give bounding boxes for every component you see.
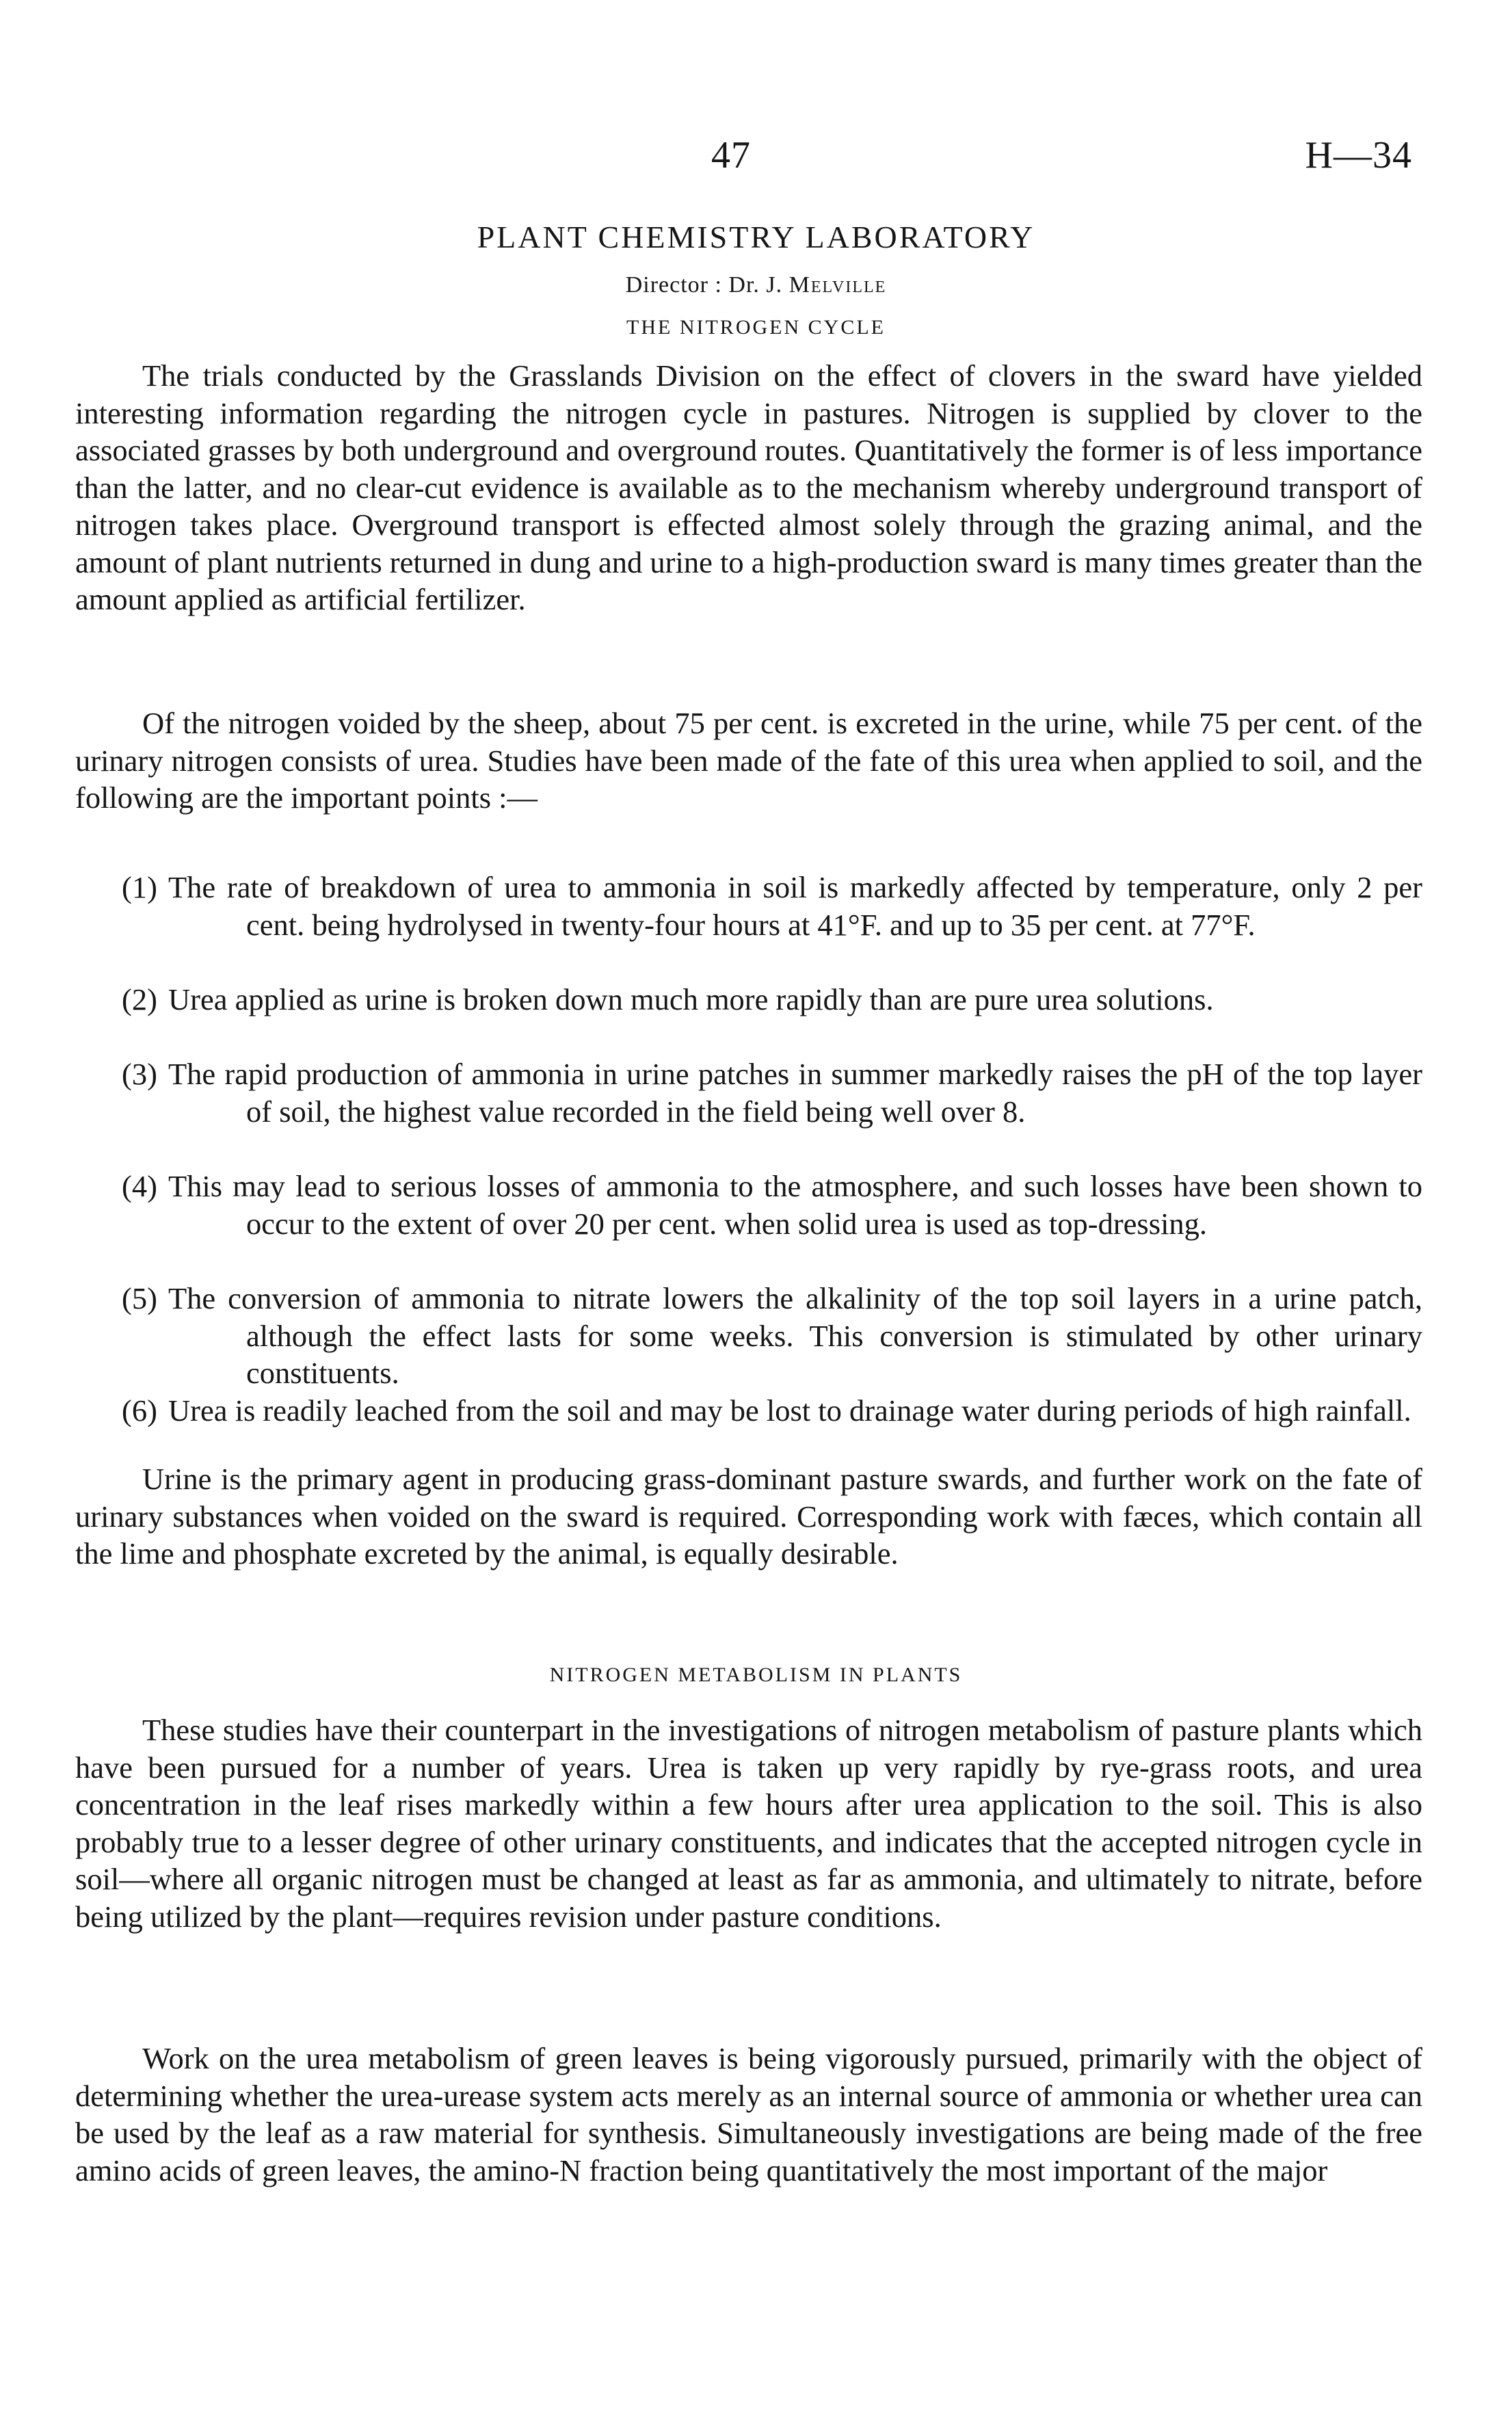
point-text: Urea is readily leached from the soil and may be lost to drainage water during periods of high rainfall. (168, 1393, 1411, 1428)
numbered-point (122, 1392, 1422, 1430)
numbered-point (122, 1168, 1422, 1242)
point-text: The rate of breakdown of urea to ammonia in soil is markedly affected by temperature, only 2 per cent. being hydrolysed in twenty-four hours at 41°F. and up to 35 per cent. at 77°F. (168, 870, 1422, 942)
paragraph: Of the nitrogen voided by the sheep, about 75 per cent. is excreted in the urine, while 75 per cent. of the urinary nitrogen consists of urea. Studies have been made of the fate of this urea when applied to soil, and the following are the important points :— (75, 706, 1422, 815)
paragraph: The trials conducted by the Grasslands Division on the effect of clovers in the sward have yielded interesting information regarding the nitrogen cycle in pastures. Nitrogen is supplied by clover to the associated grasses by both underground and overground routes. Quantitatively the former is of less importance than the latter, and no clear-cut evidence is available as to the mechanism whereby underground transport of nitrogen takes place. Overground transport is effected almost solely through the grazing animal, and the amount of plant nutrients returned in dung and urine to a high-production sward is many times greater than the amount applied as artificial fertilizer. (75, 358, 1422, 616)
numbered-point (122, 981, 1422, 1019)
point-text: The conversion of ammonia to nitrate lowers the alkalinity of the top soil layers in a urine patch, although the effect lasts for some weeks. This conversion is stimulated by other urinary constituents. (168, 1281, 1422, 1390)
point-text: This may lead to serious losses of ammonia to the atmosphere, and such losses have been shown to occur to the extent of over 20 per cent. when solid urea is used as top-dressing. (168, 1169, 1422, 1241)
paragraph: Urine is the primary agent in producing grass-dominant pasture swards, and further work on the fate of urinary substances when voided on the sward is required. Corresponding work with fæces, which contain all the lime and phosphate excreted by the animal, is equally desirable. (75, 1462, 1422, 1571)
page-number: 47 (711, 134, 751, 176)
director-label: Director : (625, 272, 722, 298)
numbered-point (122, 869, 1422, 943)
point-number: (6) (122, 1393, 157, 1428)
point-text: The rapid production of ammonia in urine patches in summer markedly raises the pH of the top layer of soil, the highest value recorded in the field being well over 8. (168, 1057, 1422, 1129)
point-number: (4) (122, 1169, 157, 1203)
numbered-point (122, 1055, 1422, 1130)
point-number: (2) (122, 982, 157, 1016)
point-number: (5) (122, 1281, 157, 1315)
point-number: (3) (122, 1057, 157, 1091)
point-text: Urea applied as urine is broken down much more rapidly than are pure urea solutions. (168, 982, 1214, 1016)
director-title: Dr. J. (728, 272, 783, 298)
section-title-nitrogen-cycle: THE NITROGEN CYCLE (626, 316, 886, 339)
director-line (0, 272, 1512, 298)
numbered-point (122, 1280, 1422, 1392)
director-name: Melville (788, 272, 887, 298)
document-reference: H—34 (1305, 134, 1412, 176)
section-title-nitrogen-metabolism: NITROGEN METABOLISM IN PLANTS (549, 1664, 963, 1686)
laboratory-title: PLANT CHEMISTRY LABORATORY (477, 220, 1035, 254)
paragraph: These studies have their counterpart in the investigations of nitrogen metabolism of pasture plants which have been pursued for a number of years. Urea is taken up very rapidly by rye-grass roots, and urea concentration in the leaf rises markedly within a few hours after urea application to the soil. This is also probably true to a lesser degree of other urinary constituents, and indicates that the accepted nitrogen cycle in soil—where all organic nitrogen must be changed at least as far as ammonia, and ultimately to nitrate, before being utilized by the plant—requires revision under pasture conditions. (75, 1713, 1422, 1934)
point-number: (1) (122, 870, 157, 904)
paragraph: Work on the urea metabolism of green leaves is being vigorously pursued, primarily with the object of determining whether the urea-urease system acts merely as an internal source of ammonia or whether urea can be used by the leaf as a raw material for synthesis. Simultaneously investigations are being made of the free amino acids of green leaves, the amino-N fraction being quantitatively the most important of the major (75, 2041, 1422, 2187)
